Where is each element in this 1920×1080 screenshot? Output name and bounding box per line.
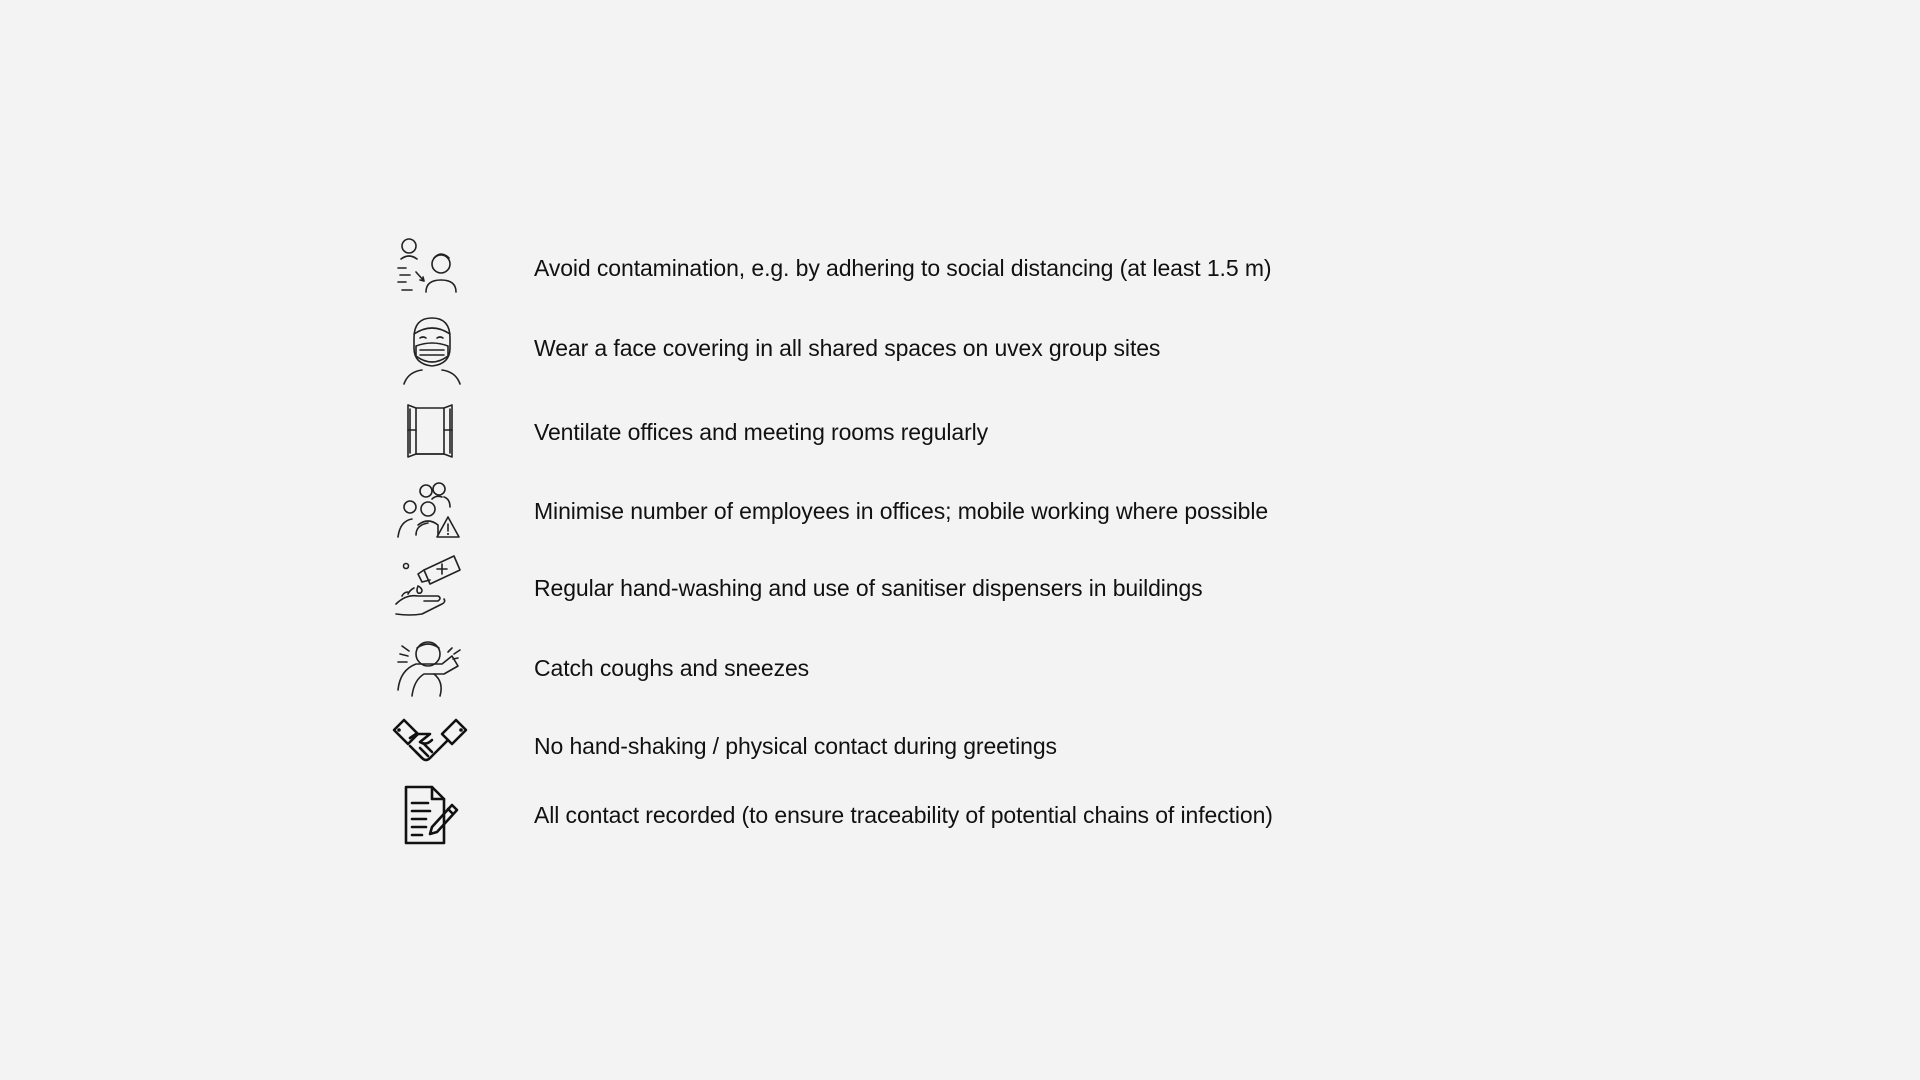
sneeze-into-elbow-icon — [390, 628, 470, 708]
face-mask-icon — [390, 308, 470, 388]
measure-item — [390, 471, 1390, 551]
hand-sanitiser-icon — [390, 548, 470, 628]
measure-text: Ventilate offices and meeting rooms regularly — [534, 419, 989, 445]
social-distancing-icon — [390, 228, 470, 308]
measure-text: Catch coughs and sneezes — [534, 655, 810, 681]
open-window-icon — [390, 392, 470, 472]
measure-text: Minimise number of employees in offices; mobile working where possible — [534, 498, 1269, 524]
measure-item — [390, 548, 1390, 628]
measure-text: Wear a face covering in all shared spaces on uvex group sites — [534, 335, 1161, 361]
measure-text: No hand-shaking / physical contact during greetings — [534, 733, 1057, 759]
measure-item — [390, 628, 1390, 708]
measure-item — [390, 308, 1390, 388]
measure-item — [390, 228, 1390, 308]
measure-text: Regular hand-washing and use of sanitiser dispensers in buildings — [534, 575, 1203, 601]
crowd-warning-icon — [390, 471, 470, 551]
measure-item — [390, 706, 1390, 786]
measure-text: All contact recorded (to ensure traceability of potential chains of infection) — [534, 802, 1273, 828]
measure-item — [390, 392, 1390, 472]
document-pen-icon — [390, 775, 470, 855]
handshake-icon — [390, 706, 470, 786]
measure-item — [390, 775, 1390, 855]
measure-text: Avoid contamination, e.g. by adhering to social distancing (at least 1.5 m) — [534, 255, 1272, 281]
